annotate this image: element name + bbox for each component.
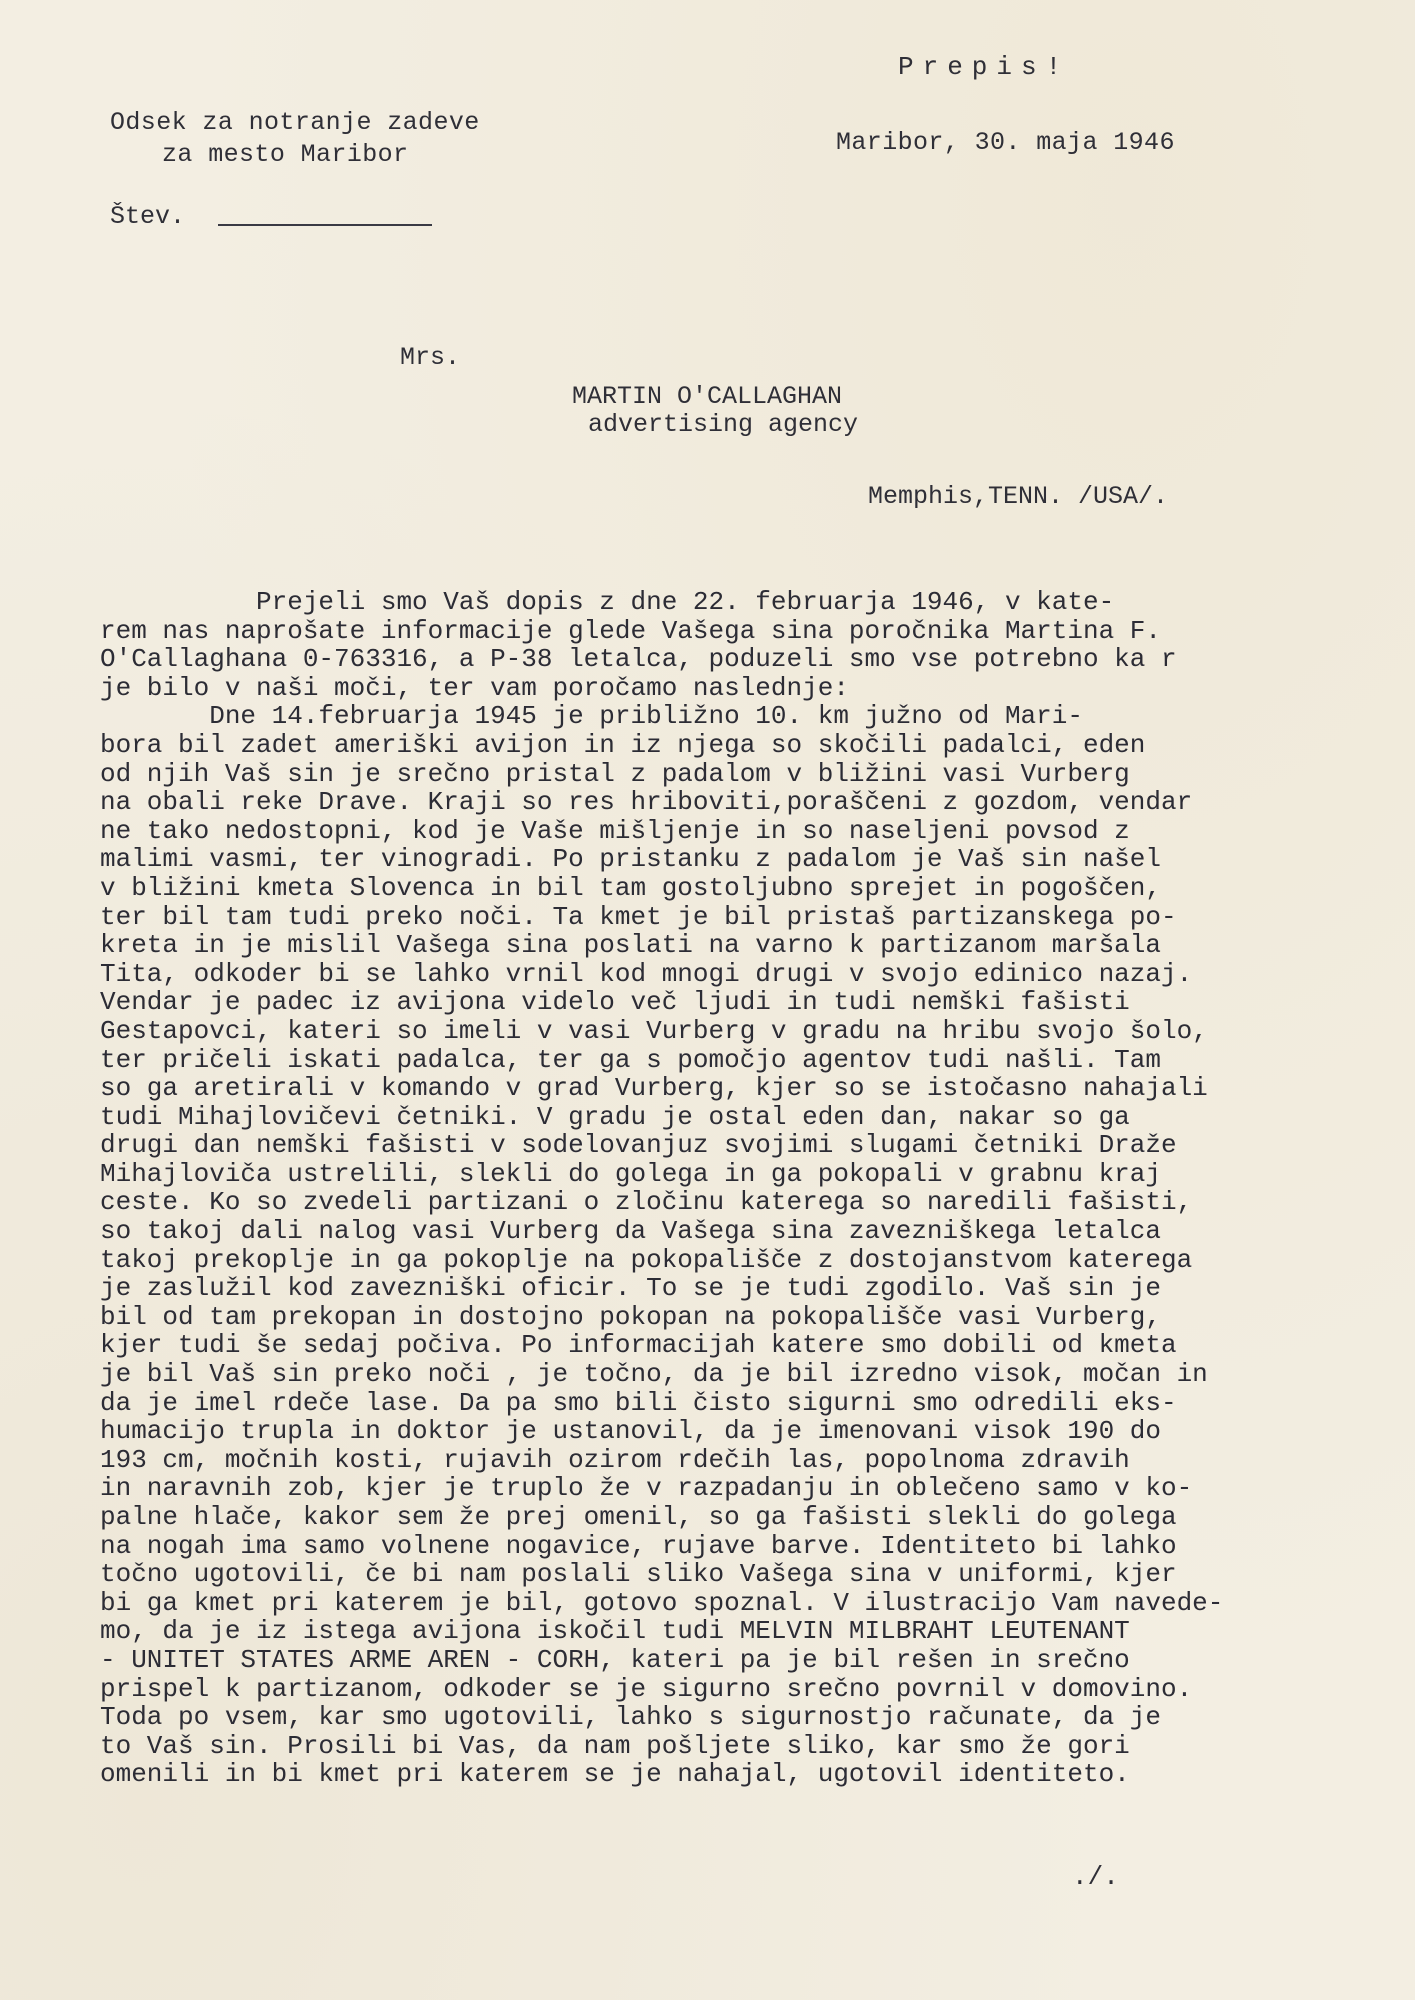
letter-body-line: Vendar je padec iz avijona videlo več ljudi in tudi nemški fašisti [100,987,1130,1018]
letter-body-line: kjer tudi še sedaj počiva. Po informacijah katere smo dobili od kmeta [100,1330,1177,1361]
letter-body-line: bora bil zadet ameriški avijon in iz njega so skočili padalci, eden [100,729,1146,760]
letter-body-line: je zaslužil kod zavezniški oficir. To se je tudi zgodilo. Vaš sin je [100,1273,1161,1304]
letter-body-line: Tita, odkoder bi se lahko vrnil kod mnogi drugi v svojo edinico nazaj. [100,958,1193,989]
document-date: Maribor, 30. maja 1946 [836,128,1175,157]
letter-body-line: je bil Vaš sin preko noči , je točno, da je bil izredno visok, močan in [100,1359,1208,1390]
letter-body-line: rem nas naprošate informacije glede Vašega sina poročnika Martina F. [100,615,1161,646]
letter-body-line: tudi Mihajlovičevi četniki. V gradu je ostal eden dan, nakar so ga [100,1101,1130,1132]
letter-body-line: bil od tam prekopan in dostojno pokopan na pokopališče vasi Vurberg, [100,1301,1161,1332]
letter-body-line: O'Callaghana 0-763316, a P-38 letalca, poduzeli smo vse potrebno ka r [100,644,1177,675]
letter-body-line: 193 cm, močnih kosti, rujavih ozirom rdečih las, popolnoma zdravih [100,1444,1130,1475]
sender-office-line-1: Odsek za notranje zadeve [110,108,480,137]
letter-body-line: Mihajloviča ustrelili, slekli do golega in ga pokopali v grabnu kraj [100,1158,1161,1189]
letter-body-line: takoj prekoplje in ga pokoplje na pokopališče z dostojanstvom katerega [100,1244,1193,1275]
letter-body-line: malimi vasmi, ter vinogradi. Po pristanku z padalom je Vaš sin našel [100,844,1161,875]
letter-body-line: palne hlače, kakor sem že prej omenil, so ga fašisti slekli do golega [100,1502,1177,1532]
letter-body-line: Prejeli smo Vaš dopis z dne 22. februarja 1946, v kate- [100,587,1115,617]
letter-body-line: kreta in je mislil Vašega sina poslati na varno k partizanom maršala [100,930,1161,961]
copy-label: Prepis! [898,52,1071,82]
letter-body-line: bi ga kmet pri katerem je bil, gotovo spoznal. V ilustracijo Vam navede- [100,1587,1224,1618]
recipient-organization: advertising agency [588,410,859,439]
letter-body-line: ceste. Ko so zvedeli partizani o zločinu katerega so naredili fašisti, [100,1187,1193,1218]
letter-body-line: in naravnih zob, kjer je truplo že v razpadanju in oblečeno samo v ko- [100,1473,1193,1504]
letter-body [100,588,1360,1789]
letter-body-line: ter bil tam tudi preko noči. Ta kmet je bil pristaš partizanskega po- [100,901,1177,932]
recipient-city: Memphis,TENN. /USA/. [868,482,1169,511]
letter-body-line: da je imel rdeče lase. Da pa smo bili čisto sigurni smo odredili eks- [100,1387,1177,1418]
letter-body-line: Dne 14.februarja 1945 je približno 10. km južno od Mari- [100,701,1083,732]
letter-body-line: humacijo trupla in doktor je ustanovil, da je imenovani visok 190 do [100,1416,1161,1447]
letter-body-line: točno ugotovili, če bi nam poslali sliko Vašega sina v uniformi, kjer [100,1559,1177,1590]
recipient-salutation: Mrs. [400,343,461,372]
letter-body-line: so ga aretirali v komando v grad Vurberg, kjer so se istočasno nahajali [100,1073,1208,1104]
letter-body-line: ne tako nedostopni, kod je Vaše mišljenje in so naseljeni povsod z [100,815,1130,846]
letter-body-line: je bilo v naši moči, ter vam poročamo naslednje: [100,672,849,703]
letter-body-line: mo, da je iz istega avijona iskočil tudi MELVIN MILBRAHT LEUTENANT [100,1616,1130,1647]
letter-body-line: - UNITET STATES ARME AREN - CORH, kateri pa je bil rešen in srečno [100,1644,1130,1675]
letter-body-line: na nogah ima samo volnene nogavice, rujave barve. Identiteto bi lahko [100,1530,1177,1561]
letter-body-line: od njih Vaš sin je srečno pristal z padalom v bližini vasi Vurberg [100,758,1130,789]
recipient-name: MARTIN O'CALLAGHAN [572,382,843,411]
letter-body-line: Toda po vsem, kar smo ugotovili, lahko s sigurnostjo računate, da je [100,1702,1161,1733]
letter-body-line: so takoj dali nalog vasi Vurberg da Vašega sina zavezniškega letalca [100,1216,1161,1247]
letter-body-line: prispel k partizanom, odkoder se je sigurno srečno povrnil v domovino. [100,1673,1193,1704]
reference-number-blank-line [218,224,432,226]
letter-body-line: to Vaš sin. Prosili bi Vas, da nam pošljete sliko, kar smo že gori [100,1730,1130,1761]
closing-mark: ./. [1072,1862,1119,1892]
letter-body-line: drugi dan nemški fašisti v sodelovanjuz svojimi slugami četniki Draže [100,1130,1177,1161]
letter-body-line: Gestapovci, kateri so imeli v vasi Vurberg v gradu na hribu svojo šolo, [100,1015,1208,1046]
letter-body-line: na obali reke Drave. Kraji so res hriboviti,poraščeni z gozdom, vendar [100,787,1193,818]
sender-office-line-2: za mesto Maribor [162,140,409,169]
letter-body-line: omenili in bi kmet pri katerem se je nahajal, ugotovil identiteto. [100,1759,1130,1790]
letter-body-line: ter pričeli iskati padalca, ter ga s pomočjo agentov tudi našli. Tam [100,1044,1161,1075]
reference-number-label: Štev. [110,202,186,231]
letter-body-line: v bližini kmeta Slovenca in bil tam gostoljubno sprejet in pogoščen, [100,872,1161,903]
